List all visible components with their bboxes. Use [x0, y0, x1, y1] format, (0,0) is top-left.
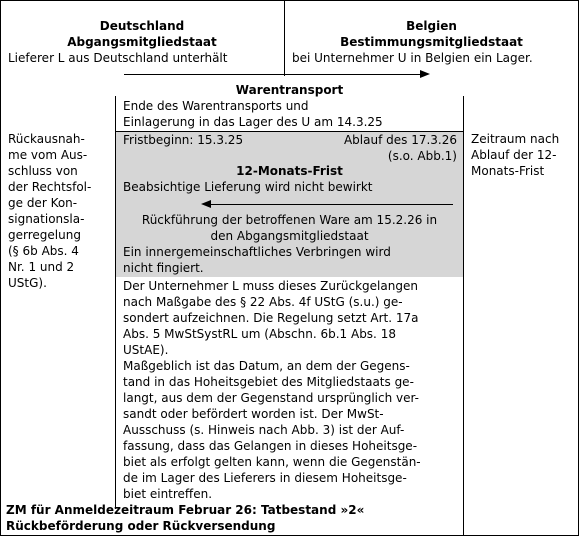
return-line-1: Rückführung der betroffenen Ware am 15.2.26 in	[141, 213, 438, 227]
no-transfer-line-2: nicht fingiert.	[123, 261, 204, 275]
transport-title: Warentransport	[235, 83, 344, 97]
deadline-end-line-1: Ablauf des 17.3.26	[343, 133, 457, 147]
transport-line-2: Einlagerung in das Lager des U am 14.3.25	[123, 115, 383, 129]
left-line: me vom Aus-	[8, 148, 88, 162]
left-line: ge der Kon-	[8, 196, 78, 210]
left-line: der Rechtsfol-	[8, 180, 92, 194]
body-line: sandt oder befördert worden ist. Der MwSt-	[123, 407, 384, 421]
body-line: Maßgeblich ist das Datum, an dem der Gegens-	[123, 359, 410, 373]
body-line: Ausschuss (s. Hinweis nach Abb. 3) ist der Auf-	[123, 423, 405, 437]
body-line: langt, aus dem der Gegenstand ursprünglich ver-	[123, 391, 419, 405]
header-left-country: Deutschland	[99, 19, 185, 33]
transport-line-1: Ende des Warentransports und	[123, 99, 309, 113]
footer-line-1: ZM für Anmeldezeitraum Februar 26: Tatbestand »2«	[6, 503, 365, 517]
left-line: (§ 6b Abs. 4	[8, 244, 79, 258]
deadline-start: Fristbeginn: 15.3.25	[123, 133, 244, 147]
transport-arrow-line	[124, 74, 422, 75]
body-line: nach Maßgabe des § 22 Abs. 4f UStG (s.u.) ge-	[123, 295, 403, 309]
return-arrow-line	[209, 204, 453, 205]
deadline-end-line-2: (s.o. Abb.1)	[387, 149, 457, 163]
frame-left	[0, 0, 1, 536]
return-line-2: den Abgangsmitgliedstaat	[210, 229, 369, 243]
right-line: Monats-Frist	[471, 164, 545, 178]
header-right-country: Belgien	[406, 19, 457, 33]
left-line: schluss von	[8, 164, 78, 178]
frame-top	[0, 0, 579, 1]
delivery-not-made: Beabsichtige Lieferung wird nicht bewirkt	[123, 180, 373, 194]
header-left-role: Abgangsmitgliedstaat	[67, 35, 217, 49]
center-column-right-border	[463, 96, 464, 536]
body-line: biet eintreffen.	[123, 487, 213, 501]
deadline-title: 12-Monats-Frist	[236, 164, 343, 178]
body-line: fassung, dass das Gelangen in dieses Hoheitsge-	[123, 439, 418, 453]
left-line: gerregelung	[8, 228, 81, 242]
header-right-role: Bestimmungsmitgliedstaat	[340, 35, 523, 49]
body-line: de im Lager des Lieferers in diesem Hoheitsge-	[123, 471, 407, 485]
right-line: Zeitraum nach	[471, 132, 560, 146]
footer-line-2: Rückbeförderung oder Rückversendung	[6, 519, 276, 533]
left-column-text	[8, 131, 91, 291]
header-right-note: bei Unternehmer U in Belgien ein Lager.	[292, 51, 533, 65]
body-line: tand in das Hoheitsgebiet des Mitgliedstaats ge-	[123, 375, 414, 389]
body-line: Abs. 5 MwStSystRL um (Abschn. 6b.1 Abs. 18	[123, 327, 396, 341]
body-line: biet als erfolgt gelten kann, wenn die Gegenstän-	[123, 455, 421, 469]
body-text	[123, 278, 421, 502]
left-line: signationsla-	[8, 212, 85, 226]
header-left-note: Lieferer L aus Deutschland unterhält	[8, 51, 228, 65]
body-line: UStAE).	[123, 343, 169, 357]
body-line: sondert aufzeichnen. Die Regelung setzt Art. 17a	[123, 311, 419, 325]
no-transfer-line-1: Ein innergemeinschaftliches Verbringen wird	[123, 245, 391, 259]
left-line: UStG).	[8, 276, 47, 290]
left-line: Nr. 1 und 2	[8, 260, 75, 274]
left-line: Rückausnah-	[8, 132, 85, 146]
body-line: Der Unternehmer L muss dieses Zurückgelangen	[123, 279, 418, 293]
right-line: Ablauf der 12-	[471, 148, 557, 162]
right-column-text	[471, 131, 559, 179]
arrow-right-icon	[420, 70, 430, 78]
